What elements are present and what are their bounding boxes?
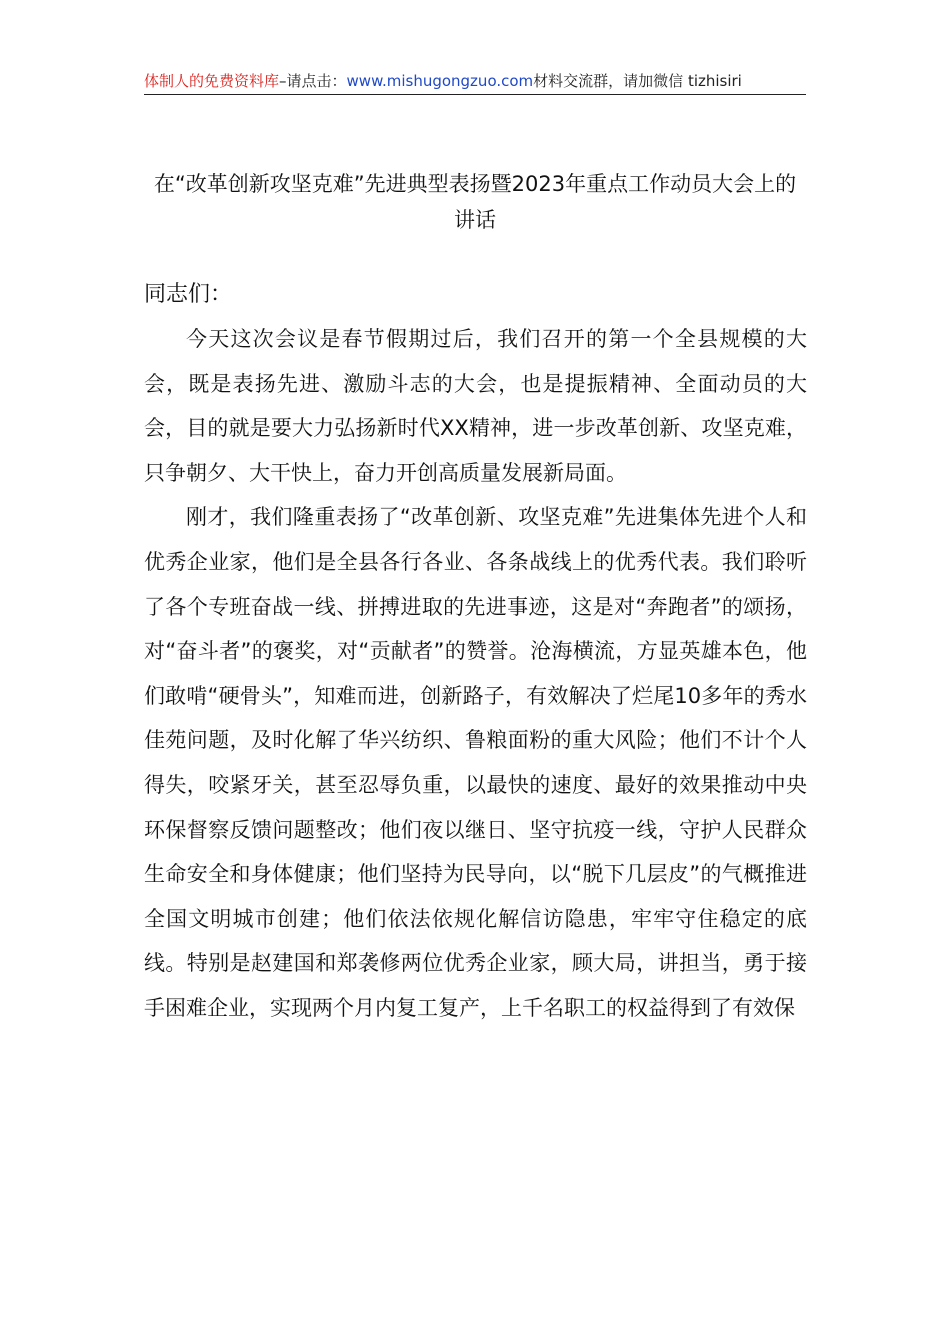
document-body — [144, 317, 807, 1031]
header-url-link[interactable]: www.mishugongzuo.com — [346, 72, 534, 90]
header-brand: 体制人的免费资料库 — [144, 72, 280, 90]
paragraph-2: 刚才，我们隆重表扬了“改革创新、攻坚克难”先进集体先进个人和优秀企业家，他们是全县各行各业、各条战线上的优秀代表。我们聆听了各个专班奋战一线、拼搏进取的先进事迹，这是对“奔跑者”的颂扬，对“奋斗者”的褒奖，对“贡献者”的赞誉。沧海横流，方显英雄本色，他们敢啃“硬骨头”，知难而进，创新路子，有效解决了烂尾10多年的秀水佳苑问题，及时化解了华兴纺织、鲁粮面粉的重大风险；他们不计个人得失，咬紧牙关，甚至忍辱负重，以最快的速度、最好的效果推动中央环保督察反馈问题整改；他们夜以继日、坚守抗疫一线，守护人民群众生命安全和身体健康；他们坚持为民导向，以“脱下几层皮”的气概推进全国文明城市创建；他们依法依规化解信访隐患，牢牢守住稳定的底线。特别是赵建国和郑袭修两位优秀企业家，顾大局，讲担当，勇于接手困难企业，实现两个月内复工复产，上千名职工的权益得到了有效保 — [144, 505, 807, 1020]
paragraph-1: 今天这次会议是春节假期过后，我们召开的第一个全县规模的大会，既是表扬先进、激励斗志的大会，也是提振精神、全面动员的大会，目的就是要大力弘扬新时代XX精神，进一步改革创新、攻坚克难，只争朝夕、大干快上，奋力开创高质量发展新局面。 — [144, 327, 807, 485]
salutation: 同志们： — [144, 282, 233, 307]
header-prompt: –请点击： — [279, 72, 347, 90]
document-title: 在“改革创新攻坚克难”先进典型表扬暨2023年重点工作动员大会上的讲话 — [153, 172, 797, 232]
page-header — [144, 68, 806, 95]
header-contact-text: 材料交流群，请加微信 tizhisiri — [533, 72, 742, 90]
